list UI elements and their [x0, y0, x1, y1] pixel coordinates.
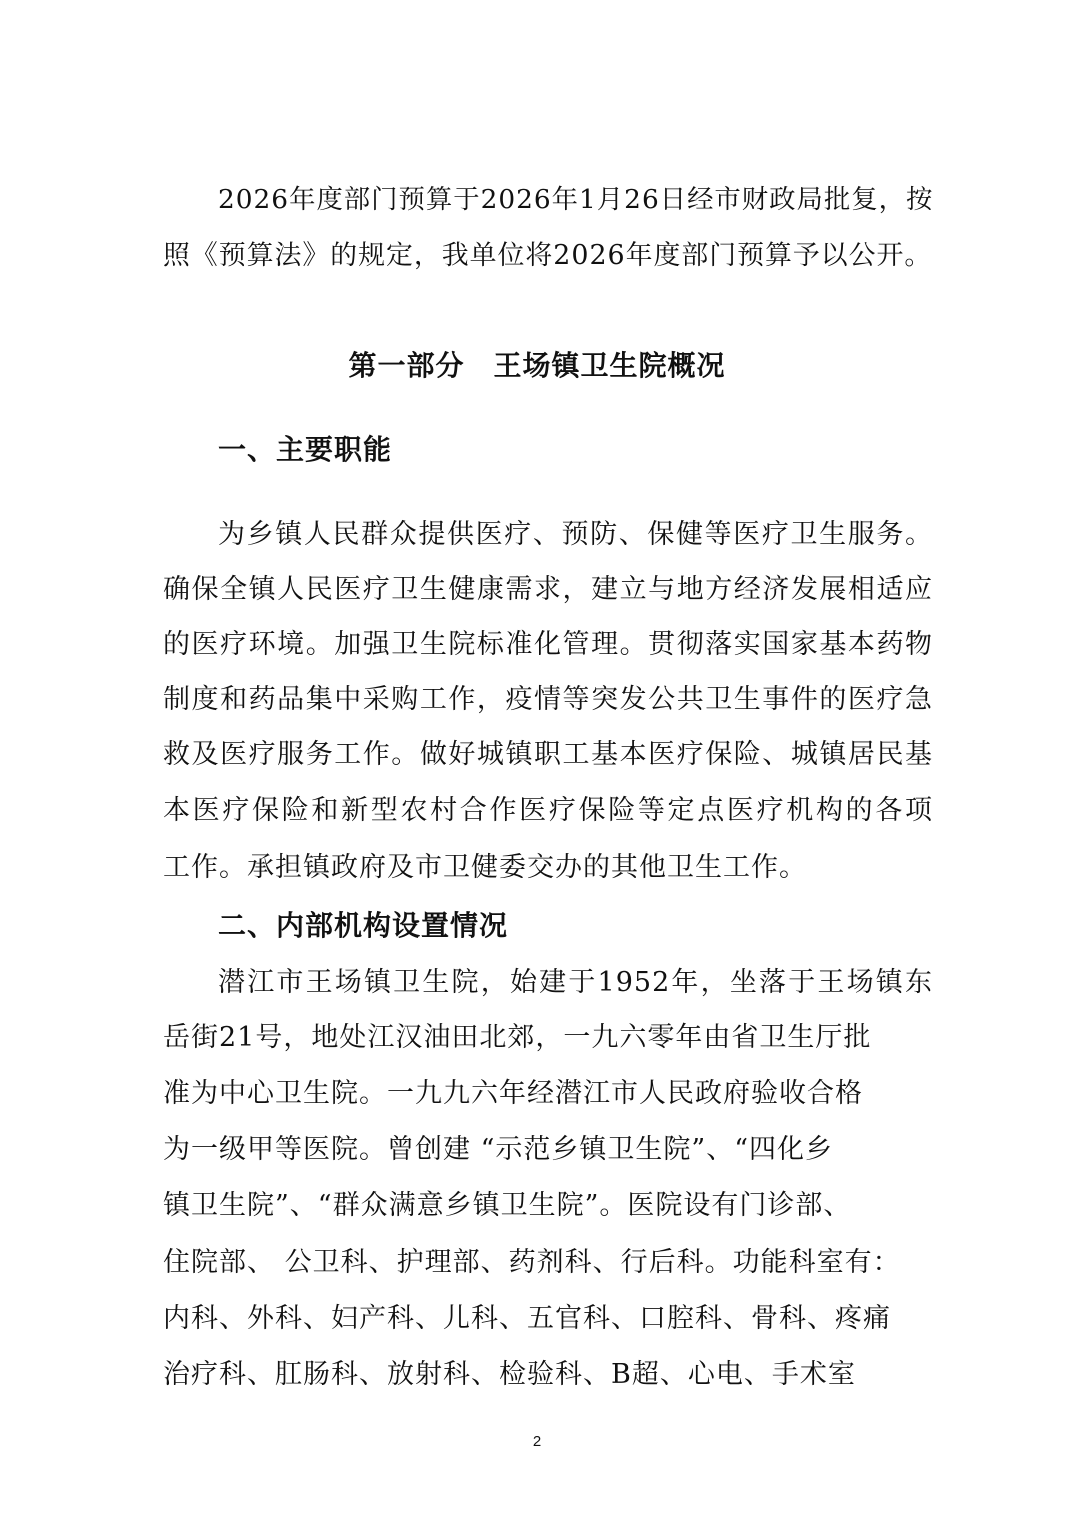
section2-line-7: 内科、外科、妇产科、儿科、五官科、口腔科、骨科、疼痛 — [163, 1303, 891, 1334]
section2-line-3: 准为中心卫生院。一九九六年经潜江市人民政府验收合格 — [163, 1078, 863, 1109]
section1-line-1: 为乡镇人民群众提供医疗、预防、保健等医疗卫生服务。 — [218, 519, 933, 550]
section1-line-2: 确保全镇人民医疗卫生健康需求，建立与地方经济发展相适应 — [163, 574, 933, 605]
section2-line-4: 为一级甲等医院。曾创建 “示范乡镇卫生院”、“四化乡 — [163, 1134, 833, 1165]
page-number: 2 — [532, 1433, 542, 1450]
section2-heading: 二、内部机构设置情况 — [218, 909, 509, 942]
section2-line-6: 住院部、 公卫科、护理部、药剂科、行后科。功能科室有： — [163, 1247, 901, 1278]
section2-line-2: 岳街21号，地处江汉油田北郊，一九六零年由省卫生厅批 — [163, 1022, 872, 1053]
part-title: 第一部分 王场镇卫生院概况 — [348, 349, 726, 382]
section1-heading: 一、主要职能 — [218, 433, 393, 466]
intro-line-2: 照《预算法》的规定，我单位将2026年度部门预算予以公开。 — [163, 240, 933, 271]
section2-line-5: 镇卫生院”、“群众满意乡镇卫生院”。医院设有门诊部、 — [163, 1190, 852, 1221]
section1-line-7: 工作。承担镇政府及市卫健委交办的其他卫生工作。 — [163, 852, 807, 883]
section1-line-5: 救及医疗服务工作。做好城镇职工基本医疗保险、城镇居民基 — [163, 739, 933, 770]
section2-line-8: 治疗科、肛肠科、放射科、检验科、B超、心电、手术室 — [163, 1359, 856, 1390]
section1-line-3: 的医疗环境。加强卫生院标准化管理。贯彻落实国家基本药物 — [163, 629, 933, 660]
intro-line-1: 2026年度部门预算于2026年1月26日经市财政局批复，按 — [218, 185, 934, 215]
section1-line-4: 制度和药品集中采购工作，疫情等突发公共卫生事件的医疗急 — [163, 684, 933, 715]
section2-line-1: 潜江市王场镇卫生院，始建于1952年，坐落于王场镇东 — [218, 967, 933, 998]
section1-line-6: 本医疗保险和新型农村合作医疗保险等定点医疗机构的各项 — [163, 795, 933, 826]
